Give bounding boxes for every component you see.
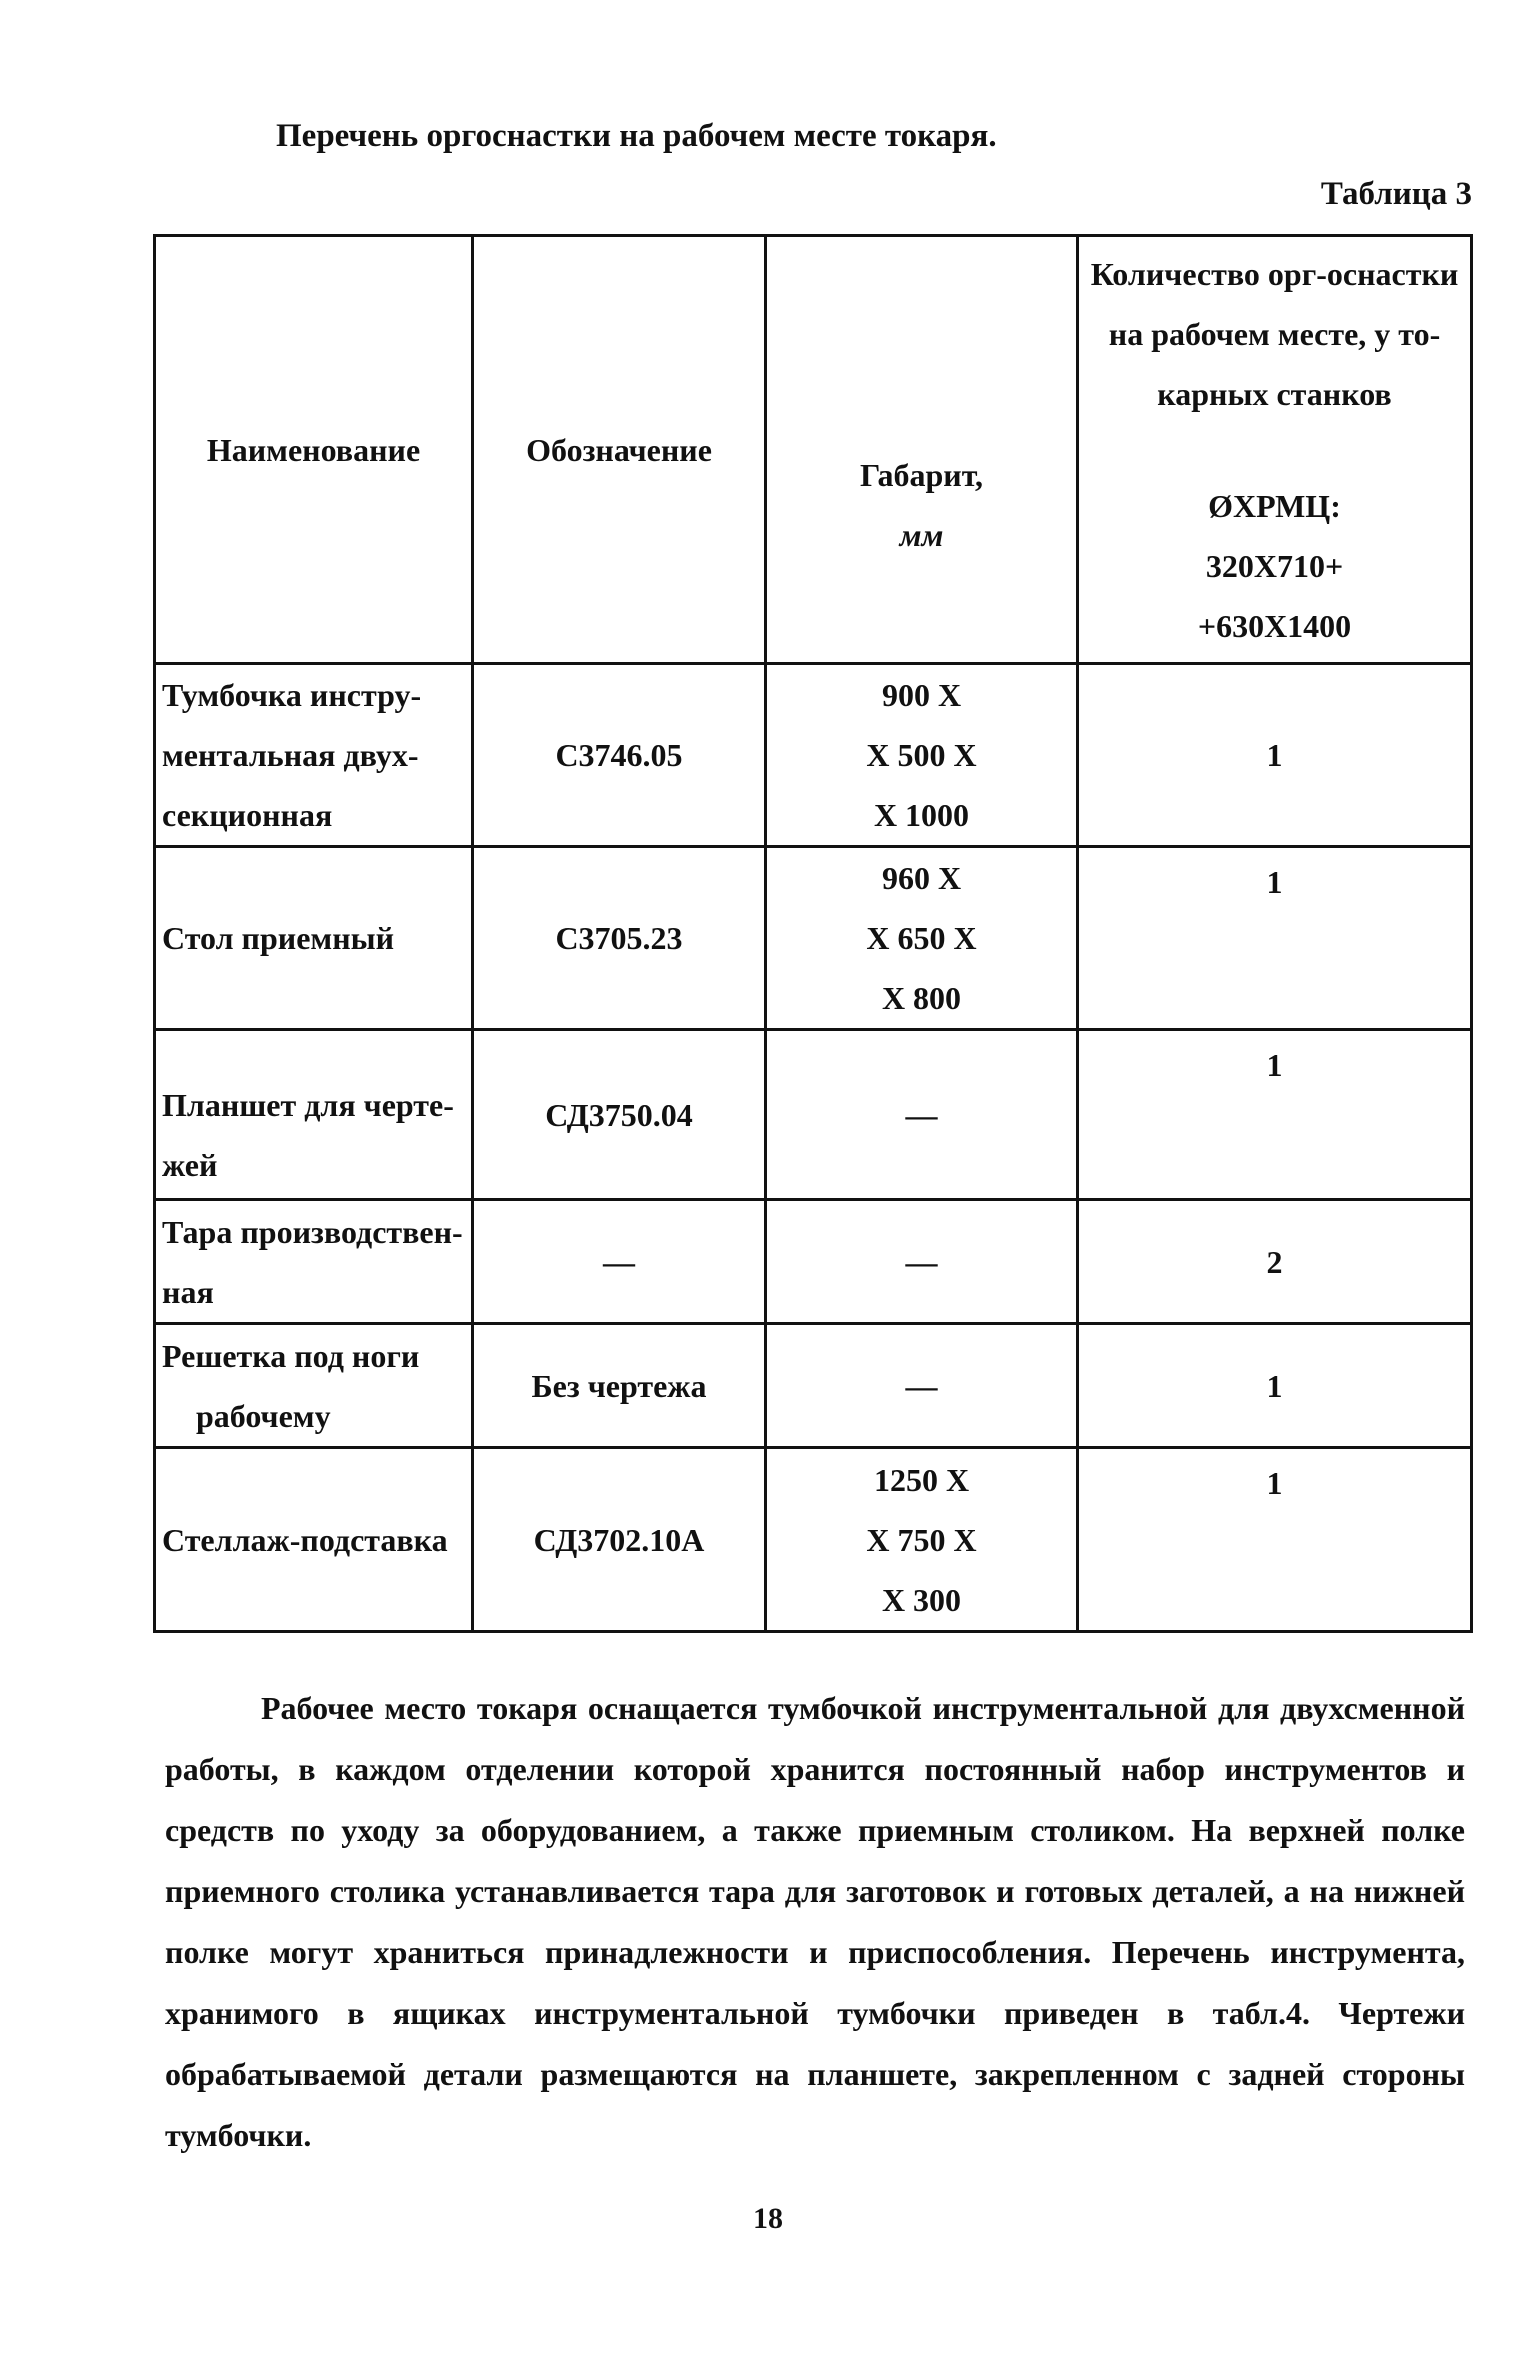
cell-size: 960 Х Х 650 Х Х 800 [766, 847, 1078, 1030]
cell-designation: СД3750.04 [473, 1030, 766, 1200]
cell-quantity: 1 [1078, 1324, 1472, 1448]
header-quantity: Количество орг-оснастки на рабочем месте, у то- карных станков ØХРМЦ: 320Х710+ +630Х1400 [1078, 236, 1472, 664]
table-row [155, 1200, 1472, 1324]
header-name: Наименование [155, 236, 473, 664]
cell-size: — [766, 1200, 1078, 1324]
cell-size: 1250 Х Х 750 Х Х 300 [766, 1448, 1078, 1632]
cell-designation: С3705.23 [473, 847, 766, 1030]
table-label: Таблица 3 [1320, 176, 1472, 212]
cell-designation: — [473, 1200, 766, 1324]
table-row [155, 1030, 1472, 1200]
cell-name: Решетка под ноги рабочему [155, 1324, 473, 1448]
cell-name: Тумбочка инстру- ментальная двух- секционная [155, 664, 473, 847]
cell-name: Планшет для черте- жей [155, 1030, 473, 1200]
cell-size: 900 Х Х 500 Х Х 1000 [766, 664, 1078, 847]
table-row [155, 664, 1472, 847]
body-paragraph: Рабочее место токаря оснащается тумбочкой инструментальной для двухсменной работы, в каждом отделении которой хранится постоянный набор инструментов и средств по уходу за оборудованием, а также приемным столиком. На верхней полке приемного столика устанавливается тара для заготовок и готовых деталей, а на нижней полке могут храниться принадлежности и приспособления. Перечень инструмента, хранимого в ящиках инструментальной тумбочки приведен в табл.4. Чертежи обрабатываемой детали размещаются на планшете, закрепленном с задней стороны тумбочки. [165, 1690, 1465, 2153]
table-row [155, 847, 1472, 1030]
cell-name: Тара производствен- ная [155, 1200, 473, 1324]
cell-designation: С3746.05 [473, 664, 766, 847]
equipment-table [153, 234, 1473, 1633]
cell-designation: СД3702.10А [473, 1448, 766, 1632]
table-row [155, 1324, 1472, 1448]
cell-name: Стол приемный [155, 847, 473, 1030]
cell-quantity: 1 [1078, 664, 1472, 847]
table-row [155, 1448, 1472, 1632]
cell-size: — [766, 1324, 1078, 1448]
cell-size: — [766, 1030, 1078, 1200]
cell-name: Стеллаж-подставка [155, 1448, 473, 1632]
cell-designation: Без чертежа [473, 1324, 766, 1448]
cell-quantity: 1 [1078, 1030, 1472, 1200]
document-title: Перечень оргоснастки на рабочем месте токаря. [276, 118, 997, 154]
header-designation: Обозначение [473, 236, 766, 664]
header-size: Габарит, мм [766, 236, 1078, 664]
cell-quantity: 1 [1078, 1448, 1472, 1632]
cell-quantity: 1 [1078, 847, 1472, 1030]
page-number: 18 [753, 2202, 783, 2235]
table-header-row [155, 236, 1472, 664]
cell-quantity: 2 [1078, 1200, 1472, 1324]
